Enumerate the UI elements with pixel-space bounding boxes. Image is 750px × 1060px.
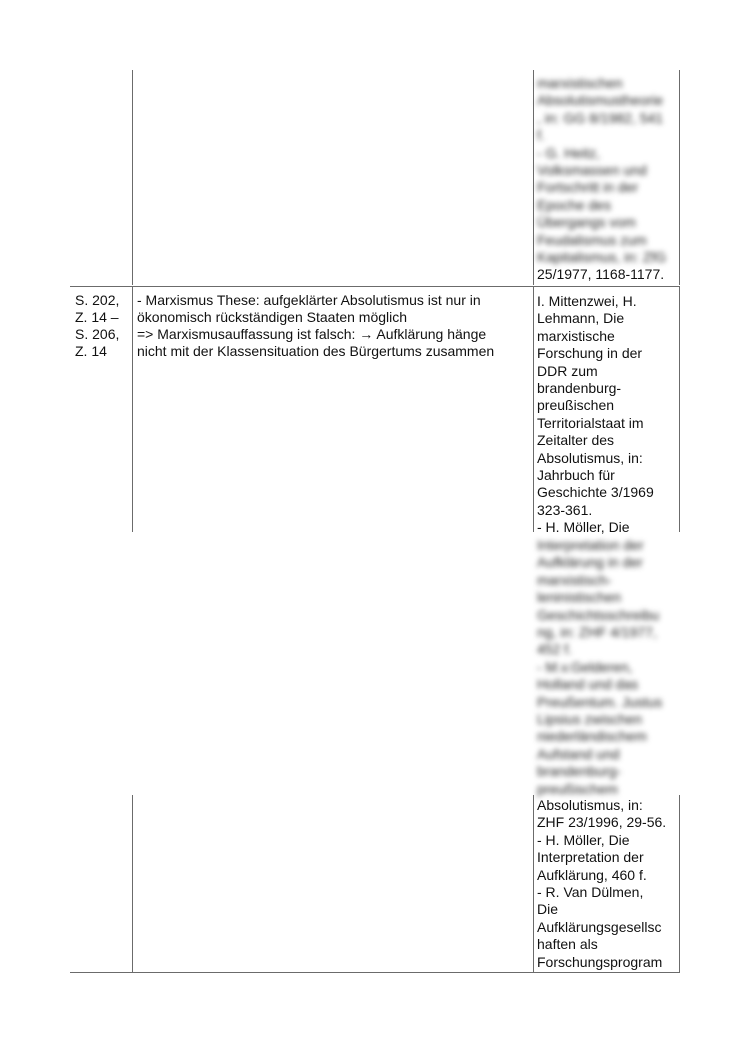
text-line: Geschichtsschreibu: [537, 606, 660, 623]
top-row-sources-blurred: [537, 75, 677, 266]
table-right-border-bottom: [679, 795, 680, 972]
text-line: - M.v.Gelderen,: [537, 658, 633, 675]
text-line: preußischem: [537, 780, 618, 797]
text-line: Preußentum. Justus: [537, 693, 663, 710]
text-line: Lipsius zwischen: [537, 711, 643, 728]
text-line: - Marxismus These: aufgeklärter Absolutismus ist nur in: [137, 292, 481, 308]
text-line: haften als: [537, 936, 598, 953]
row-sources-blurred: [537, 537, 677, 798]
row-sources-part2: [537, 797, 677, 971]
row-divider: [70, 286, 680, 287]
text-line: Kapitalismus, in: ZfG: [537, 249, 667, 266]
text-line: Z. 14: [75, 343, 107, 359]
text-line: Geschichte 3/1969: [537, 484, 654, 501]
text-line: marxistischen: [537, 75, 623, 91]
text-line: Holland und das: [537, 676, 639, 693]
text-line: preußischen: [537, 397, 615, 414]
text-line: Absolutismus, in:: [537, 797, 643, 813]
table-right-border: [679, 70, 680, 285]
table-col-divider: [533, 70, 534, 285]
text-line: Epoche des: [537, 196, 611, 213]
table-bottom-border: [70, 972, 680, 973]
row-content: [137, 292, 529, 360]
row-sources-part1: [537, 293, 677, 537]
text-line: - H. Möller, Die: [537, 831, 630, 848]
text-line: Absolutismustheorie: [537, 92, 664, 109]
text-line: Aufklärung, 460 f.: [537, 866, 647, 883]
table-right-border-lower: [679, 286, 680, 532]
text-line: Aufstand und: [537, 745, 620, 762]
text-line: => Marxismusauffassung ist falsch: → Aufklärung hänge: [137, 326, 487, 342]
text-line: - R. Van Dülmen,: [537, 884, 644, 901]
table-col-divider-lower: [533, 286, 534, 532]
text-line: marxistische: [537, 327, 615, 344]
text-line: - H. Möller, Die: [537, 519, 630, 536]
text-line: ZHF 23/1996, 29-56.: [537, 814, 667, 831]
text-line: Fortschritt in der: [537, 179, 639, 196]
text-line: Z. 14 –: [75, 309, 119, 325]
table-left-border-lower: [132, 286, 133, 532]
row-location: [75, 292, 129, 360]
text-line: nicht mit der Klassensituation des Bürgertums zusammen: [137, 343, 495, 359]
source-line: 25/1977, 1168-1177.: [537, 266, 665, 282]
text-line: Forschungsprogram: [537, 953, 663, 970]
text-line: brandenburg-: [537, 763, 622, 780]
text-line: marxistisch-: [537, 571, 612, 588]
text-line: Zeitalter des: [537, 432, 615, 449]
text-line: Die: [537, 901, 559, 918]
table-left-border-bottom: [132, 795, 133, 972]
text-line: I. Mittenzwei, H.: [537, 293, 637, 309]
text-line: , in: GG 8/1982, 541: [537, 109, 664, 126]
text-line: Absolutismus, in:: [537, 449, 643, 466]
text-line: Übergangs vom: [537, 214, 636, 231]
text-line: - G. Heitz,: [537, 144, 601, 161]
text-line: leninistischen: [537, 589, 622, 606]
text-line: niederländischem: [537, 728, 647, 745]
text-line: Aufklärungsgesellsc: [537, 918, 662, 935]
text-line: Lehmann, Die: [537, 310, 625, 327]
text-line: S. 202,: [75, 292, 120, 308]
text-line: Interpretation der: [537, 849, 644, 866]
text-line: Feudalismus zum: [537, 231, 647, 248]
text-line: 452 f.: [537, 641, 573, 658]
text-line: Territorialstaat im: [537, 414, 644, 431]
text-line: f.: [537, 127, 545, 144]
text-line: Aufklärung in der: [537, 554, 643, 571]
text-line: Jahrbuch für: [537, 467, 615, 484]
text-line: DDR zum: [537, 362, 598, 379]
text-line: brandenburg-: [537, 380, 622, 397]
text-line: ökonomisch rückständigen Staaten möglich: [137, 309, 408, 325]
table-col-divider-bottom: [533, 795, 534, 972]
text-line: ng, in: ZHF 4/1977,: [537, 624, 657, 641]
text-line: 323-361.: [537, 501, 593, 518]
text-line: Interpretation der: [537, 537, 644, 553]
text-line: Volksmassen und: [537, 162, 647, 179]
table-left-border: [132, 70, 133, 285]
text-line: S. 206,: [75, 326, 120, 342]
text-line: Forschung in der: [537, 345, 643, 362]
top-row-sources-tail: [537, 266, 677, 283]
